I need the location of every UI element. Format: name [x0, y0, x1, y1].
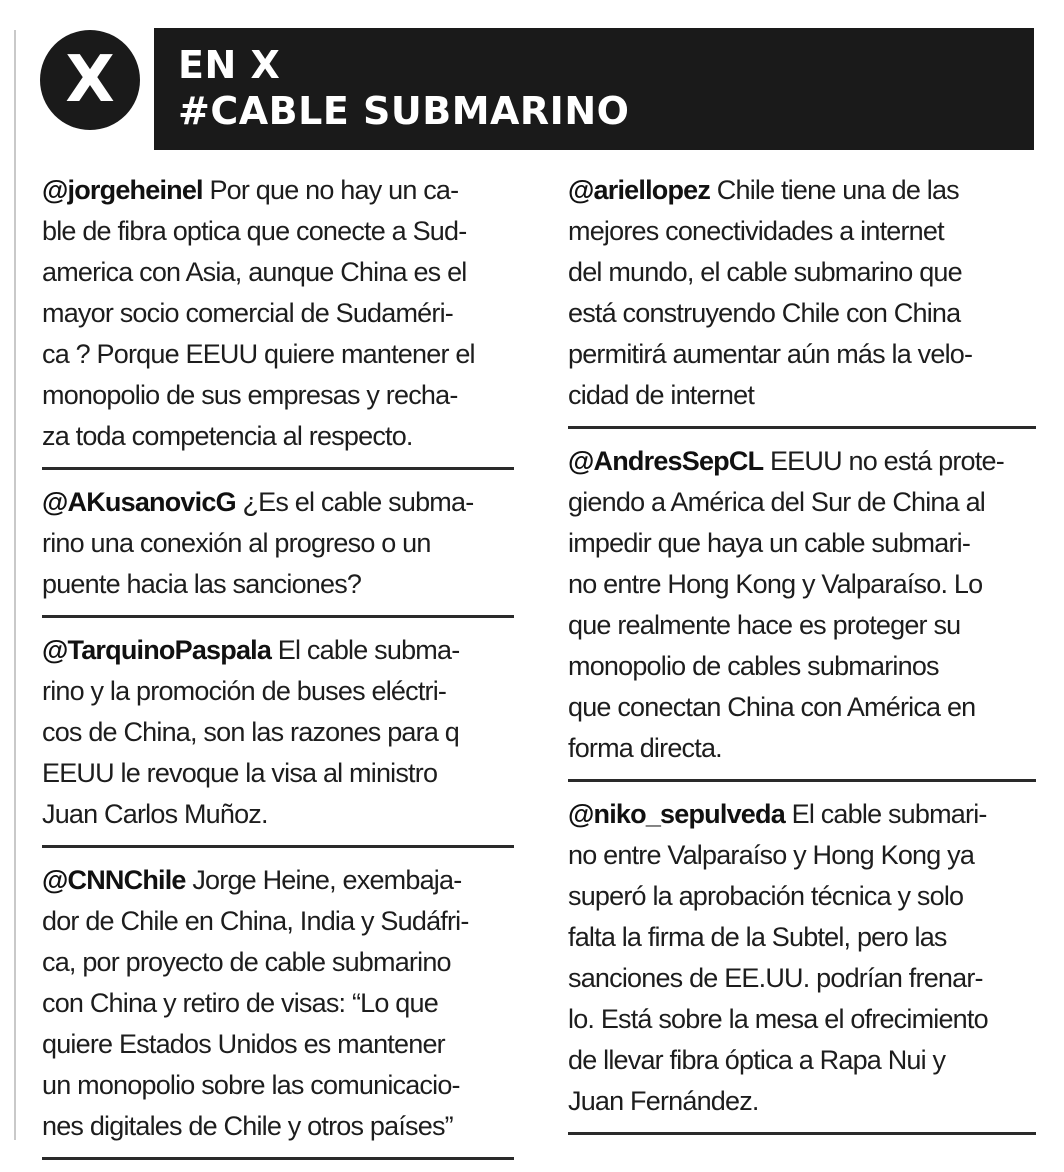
post-line: ¿Es el cable subma-: [235, 487, 474, 517]
post-line: no entre Valparaíso y Hong Kong ya: [568, 840, 975, 870]
post-line: no entre Hong Kong y Valparaíso. Lo: [568, 569, 983, 599]
post-line: monopolio de sus empresas y recha-: [42, 380, 458, 410]
post-line: forma directa.: [568, 733, 722, 763]
post-line: ca, por proyecto de cable submarino: [42, 947, 451, 977]
post-item: [568, 170, 1036, 429]
post-item: [568, 441, 1036, 782]
post-line: Chile tiene una de las: [710, 175, 959, 205]
post-line: ble de fibra optica que conecte a Sud-: [42, 216, 467, 246]
post-line: EEUU le revoque la visa al ministro: [42, 758, 438, 788]
post-line: El cable submari-: [784, 799, 987, 829]
post-line: sanciones de EE.UU. podrían frenar-: [568, 963, 983, 993]
post-line: El cable subma-: [271, 635, 460, 665]
post-line: que conectan China con América en: [568, 692, 976, 722]
post-line: quiere Estados Unidos es mantener: [42, 1029, 445, 1059]
post-line: rino y la promoción de buses eléctri-: [42, 676, 447, 706]
post-text: [42, 630, 514, 835]
post-line: lo. Está sobre la mesa el ofrecimiento: [568, 1004, 988, 1034]
user-handle[interactable]: @ariellopez: [568, 175, 711, 205]
post-item: [42, 860, 514, 1160]
post-line: Juan Fernández.: [568, 1086, 759, 1116]
post-line: mayor socio comercial de Sudaméri-: [42, 298, 453, 328]
post-text: [42, 860, 514, 1147]
post-line: dor de Chile en China, India y Sudáfri-: [42, 906, 469, 936]
post-item: [568, 794, 1036, 1135]
post-line: cidad de internet: [568, 380, 755, 410]
section-header: [154, 28, 1034, 150]
post-text: [568, 441, 1036, 769]
post-line: superó la aprobación técnica y solo: [568, 881, 964, 911]
post-text: [42, 170, 514, 457]
post-line: ca ? Porque EEUU quiere mantener el: [42, 339, 475, 369]
right-column: [568, 170, 1036, 1147]
x-logo-icon: [40, 30, 140, 130]
post-line: está construyendo Chile con China: [568, 298, 961, 328]
post-line: puente hacia las sanciones?: [42, 569, 362, 599]
post-line: que realmente hace es proteger su: [568, 610, 961, 640]
header-hashtag: #CABLE SUBMARINO: [178, 89, 630, 133]
post-line: america con Asia, aunque China es el: [42, 257, 467, 287]
post-line: Por que no hay un ca-: [202, 175, 459, 205]
header-title: EN X: [178, 43, 281, 87]
post-line: rino una conexión al progreso o un: [42, 528, 431, 558]
column-divider-rule: [14, 30, 16, 1140]
post-line: giendo a América del Sur de China al: [568, 487, 985, 517]
user-handle[interactable]: @AKusanovicG: [42, 487, 236, 517]
post-line: monopolio de cables submarinos: [568, 651, 939, 681]
post-item: [42, 482, 514, 618]
post-line: del mundo, el cable submarino que: [568, 257, 962, 287]
post-line: con China y retiro de visas: “Lo que: [42, 988, 438, 1018]
x-logo-letter: X: [65, 43, 115, 117]
post-line: EEUU no está prote-: [763, 446, 1004, 476]
left-column: [42, 170, 514, 1172]
post-line: nes digitales de Chile y otros países”: [42, 1111, 453, 1141]
post-line: cos de China, son las razones para q: [42, 717, 459, 747]
post-line: za toda competencia al respecto.: [42, 421, 413, 451]
user-handle[interactable]: @TarquinoPaspala: [42, 635, 272, 665]
post-text: [42, 482, 514, 605]
post-text: [568, 170, 1036, 416]
post-line: un monopolio sobre las comunicacio-: [42, 1070, 460, 1100]
post-line: de llevar fibra óptica a Rapa Nui y: [568, 1045, 946, 1075]
post-line: impedir que haya un cable submari-: [568, 528, 971, 558]
user-handle[interactable]: @niko_sepulveda: [568, 799, 785, 829]
user-handle[interactable]: @AndresSepCL: [568, 446, 764, 476]
user-handle[interactable]: @CNNChile: [42, 865, 186, 895]
post-item: [42, 170, 514, 470]
user-handle[interactable]: @jorgeheinel: [42, 175, 203, 205]
post-line: permitirá aumentar aún más la velo-: [568, 339, 973, 369]
post-line: Jorge Heine, exembaja-: [185, 865, 462, 895]
post-line: mejores conectividades a internet: [568, 216, 944, 246]
post-line: Juan Carlos Muñoz.: [42, 799, 268, 829]
post-line: falta la firma de la Subtel, pero las: [568, 922, 947, 952]
post-item: [42, 630, 514, 848]
post-text: [568, 794, 1036, 1122]
